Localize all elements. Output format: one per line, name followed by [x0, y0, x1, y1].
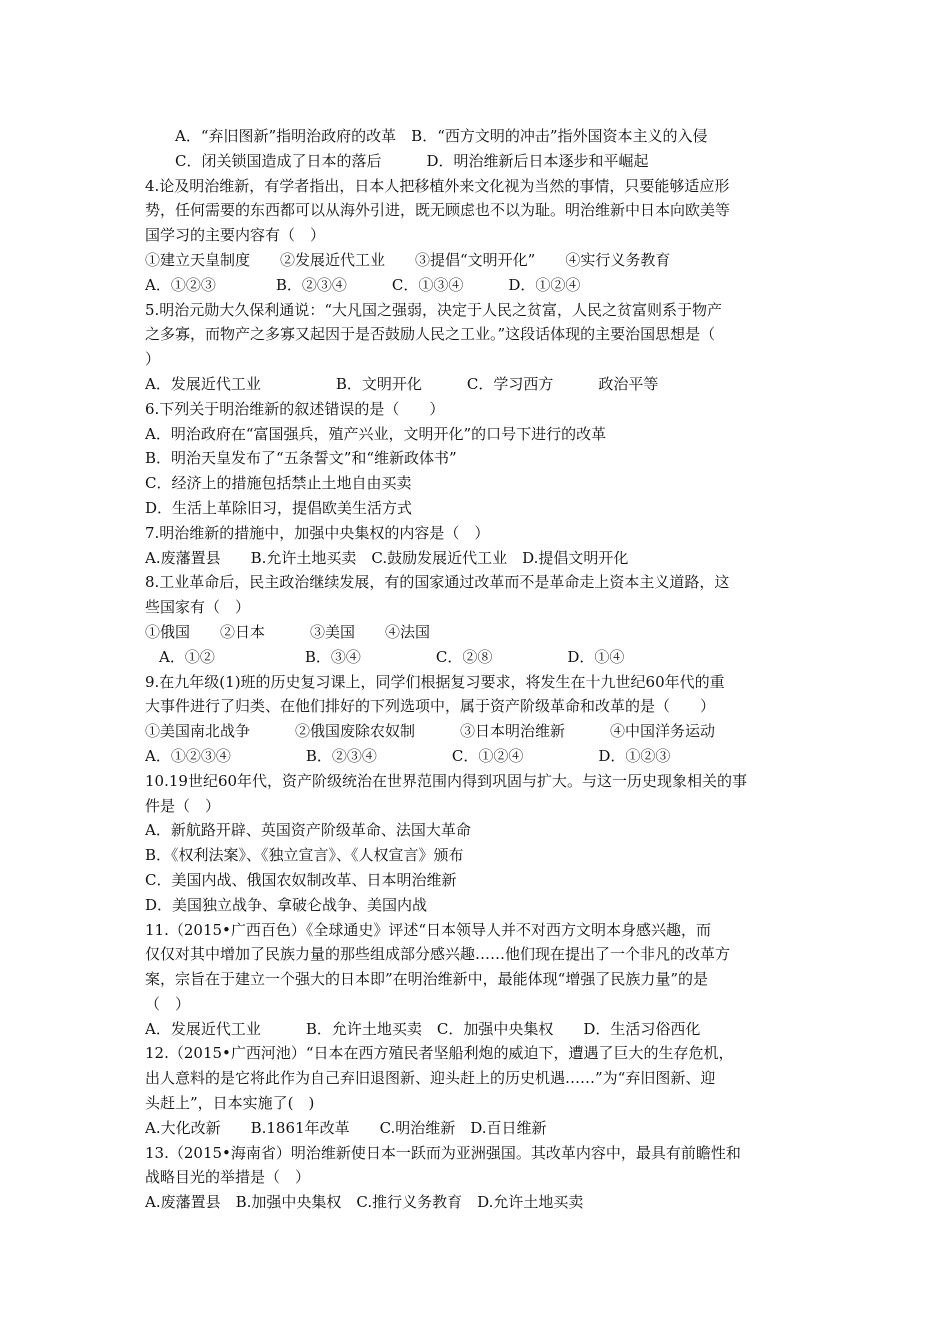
text-line: 势，任何需要的东西都可以从海外引进，既无顾虑也不以为耻。明治维新中日本向欧美等: [145, 201, 731, 220]
question-text-block: [145, 124, 825, 1215]
text-line: A．明治政府在“富国强兵，殖产兴业，文明开化”的口号下进行的改革: [145, 424, 607, 443]
text-line: A．①② B．③④ C．②⑧ D．①④: [159, 647, 625, 666]
text-line: B．明治天皇发布了“五条誓文”和“维新政体书”: [145, 449, 457, 468]
text-line: （ ）: [145, 994, 191, 1013]
text-line: 13.（2015•海南省）明治维新使日本一跃而为亚洲强国。其改革内容中，最具有前瞻性和: [145, 1143, 741, 1162]
text-line: ①建立天皇制度 ②发展近代工业 ③提倡“文明开化” ④实行义务教育: [145, 250, 671, 269]
text-line: 案，宗旨在于建立一个强大的日本即”在明治维新中，最能体现“增强了民族力量”的是: [145, 970, 709, 989]
text-line: 5.明治元勋大久保利通说：“大凡国之强弱，决定于人民之贫富，人民之贫富则系于物产: [145, 300, 722, 319]
text-line: ①美国南北战争 ②俄国废除农奴制 ③日本明治维新 ④中国洋务运动: [145, 722, 716, 741]
text-line: 11.（2015•广西百色）《全球通史》评述“日本领导人并不对西方文明本身感兴趣，而: [145, 920, 712, 939]
text-line: 战略目光的举措是（ ）: [145, 1168, 311, 1187]
text-line: 6.下列关于明治维新的叙述错误的是（ ）: [145, 399, 445, 418]
text-line: 之多寡，而物产之多寡又起因于是否鼓励人民之工业。”这段话体现的主要治国思想是（: [145, 325, 716, 344]
text-line: A．“弃旧图新”指明治政府的改革 B．“西方文明的冲击”指外国资本主义的入侵: [175, 127, 708, 145]
text-line: 4.论及明治维新，有学者指出，日本人把移植外来文化视为当然的事情，只要能够适应形: [145, 176, 730, 195]
text-line: 7.明治维新的措施中，加强中央集权的内容是（ ）: [145, 523, 490, 542]
text-line: 12.（2015•广西河池）“日本在西方殖民者坚船利炮的威迫下，遭遇了巨大的生存危机，: [145, 1044, 734, 1063]
text-line: C．经济上的措施包括禁止土地自由买卖: [145, 474, 412, 493]
text-line: 国学习的主要内容有（ ）: [145, 226, 326, 245]
text-line: A．新航路开辟、英国资产阶级革命、法国大革命: [145, 821, 471, 840]
text-line: 10.19世纪60年代，资产阶级统治在世界范围内得到巩固与扩大。与这一历史现象相关的事: [145, 771, 748, 790]
text-line: 件是（ ）: [145, 796, 221, 815]
text-line: A．①②③④ B．②③④ C．①②④ D．①②③: [145, 746, 671, 765]
text-line: 些国家有（ ）: [145, 598, 251, 617]
text-line: ①俄国 ②日本 ③美国 ④法国: [145, 622, 431, 641]
text-line: B．《权利法案》、《独立宣言》、《人权宣言》颁布: [145, 846, 464, 865]
text-line: C．闭关锁国造成了日本的落后 D．明治维新后日本逐步和平崛起: [175, 151, 649, 170]
text-line: A.废藩置县 B.加强中央集权 C.推行义务教育 D.允许土地买卖: [145, 1193, 584, 1212]
text-line: A．发展近代工业 B．文明开化 C．学习西方 政治平等: [145, 374, 659, 393]
text-line: D．美国独立战争、拿破仑战争、美国内战: [145, 895, 428, 914]
text-line: D．生活上革除旧习，提倡欧美生活方式: [145, 498, 413, 517]
text-line: ）: [145, 350, 161, 369]
text-line: A.大化改新 B.1861年改革 C.明治维新 D.百日维新: [145, 1118, 547, 1137]
text-line: 9.在九年级(1)班的历史复习课上，同学们根据复习要求，将发生在十九世纪60年代的重: [145, 672, 725, 691]
text-line: 8.工业革命后，民主政治继续发展，有的国家通过改革而不是革命走上资本主义道路，这: [145, 573, 730, 592]
text-line: 头赶上”，日本实施了( ): [145, 1094, 315, 1113]
text-line: 大事件进行了归类、在他们排好的下列选项中，属于资产阶级革命和改革的是（ ）: [145, 697, 716, 716]
text-line: 仅仅对其中增加了民族力量的那些组成部分感兴趣……他们现在提出了一个非凡的改革方: [145, 945, 731, 964]
text-line: A．发展近代工业 B．允许土地买卖 C．加强中央集权 D．生活习俗西化: [145, 1019, 701, 1038]
text-line: A.废藩置县 B.允许土地买卖 C.鼓励发展近代工业 D.提倡文明开化: [145, 548, 629, 567]
text-line: 出人意料的是它将此作为自己弃旧退图新、迎头赶上的历史机遇……”为“弃旧图新、迎: [145, 1069, 716, 1088]
text-line: A．①②③ B．②③④ C．①③④ D．①②④: [145, 275, 581, 294]
text-line: C．美国内战、俄国农奴制改革、日本明治维新: [145, 870, 457, 889]
